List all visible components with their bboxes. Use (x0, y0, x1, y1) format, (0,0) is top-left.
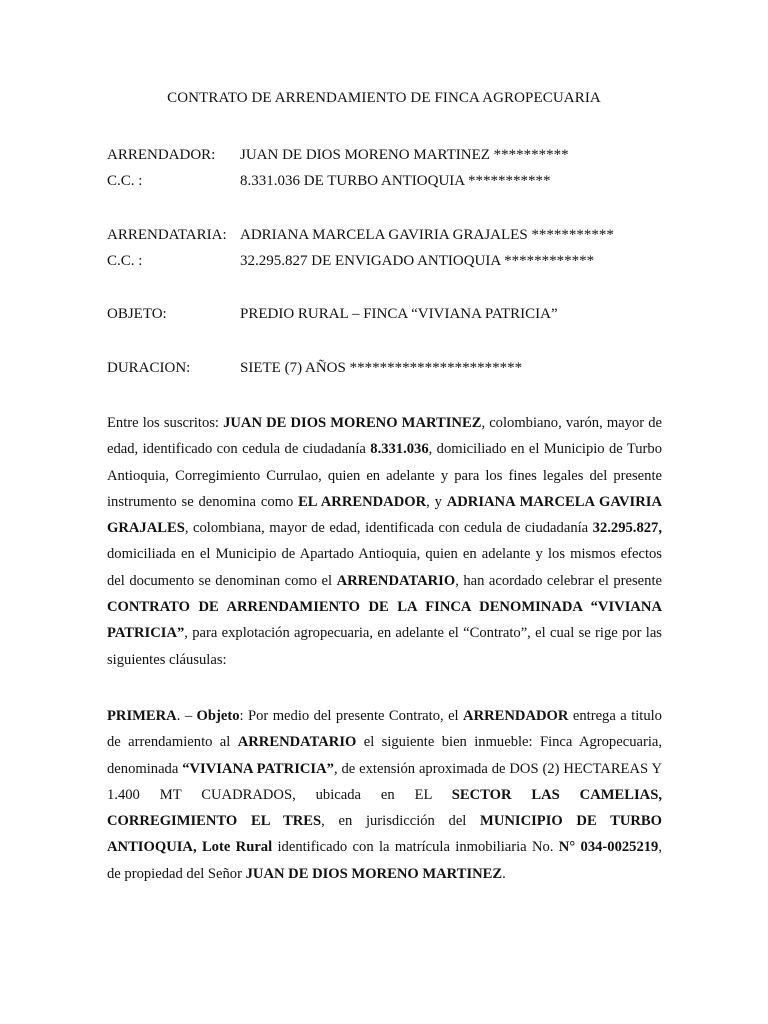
arrendataria-cc-label: C.C. : (107, 253, 143, 269)
arrendataria-cc-row (107, 248, 668, 274)
primera-text-2: : Por medio del presente Contrato, el (239, 708, 464, 724)
arrendador-row (107, 142, 668, 168)
arrendataria-name: ADRIANA MARCELA GAVIRIA GRAJALES *********** (240, 227, 614, 243)
primera-bold-finca-name: “VIVIANA PATRICIA” (182, 760, 334, 777)
primera-text-8: , de propiedad del Señor (107, 839, 663, 882)
arrendataria-block (107, 222, 668, 274)
primera-bold-sector: SECTOR LAS CAMELIAS, CORREGIMIENTO EL TRES (107, 786, 662, 830)
intro-text-4: , y (426, 493, 447, 510)
duracion-label: DURACION: (107, 360, 191, 376)
arrendataria-row (107, 222, 668, 248)
intro-bold-arrendador-cc: 8.331.036 (370, 441, 429, 458)
primera-bold-arrendatario: ARRENDATARIO (237, 734, 357, 751)
primera-text-3: entrega a titulo de arrendamiento al (107, 708, 662, 751)
objeto-block (107, 301, 668, 327)
arrendador-label: ARRENDADOR: (107, 147, 216, 163)
primera-objeto-heading: Objeto (196, 708, 240, 724)
intro-bold-arrendataria-cc: 32.295.827, (592, 520, 662, 537)
intro-text-2: , colombiano, varón, mayor de edad, identificado con cedula de ciudadanía (107, 415, 662, 458)
intro-text-8: , para explotación agropecuaria, en adelante el “Contrato”, el cual se rige por las siguientes cláusulas: (107, 625, 662, 668)
objeto-value: PREDIO RURAL – FINCA “VIVIANA PATRICIA” (240, 306, 558, 322)
arrendador-block (107, 142, 668, 194)
intro-bold-arrendatario: ARRENDATARIO (336, 572, 456, 589)
duracion-value: SIETE (7) AÑOS *********************** (240, 360, 523, 376)
primera-bold-municipio: MUNICIPIO DE TURBO ANTIOQUIA, Lote Rural (107, 813, 663, 856)
primera-text-7: identificado con la matrícula inmobiliaria No. (272, 839, 559, 856)
intro-text-5: , colombiana, mayor de edad, identificada con cedula de ciudadanía (184, 520, 593, 537)
objeto-label: OBJETO: (107, 306, 167, 322)
duracion-row (107, 355, 668, 381)
arrendataria-label: ARRENDATARIA: (107, 227, 227, 243)
intro-bold-arrendador-name: JUAN DE DIOS MORENO MARTINEZ (223, 415, 482, 431)
primera-bold-matricula: N° 034-0025219 (558, 839, 659, 856)
intro-text-1: Entre los suscritos: (107, 415, 224, 431)
objeto-row (107, 301, 668, 327)
primera-text-5: , de extensión aproximada de DOS (2) HECTAREAS Y 1.400 MT CUADRADOS, ubicada en EL (107, 760, 663, 803)
intro-bold-el-arrendador: EL ARRENDADOR (298, 493, 427, 510)
primera-bold-owner: JUAN DE DIOS MORENO MARTINEZ (245, 865, 503, 882)
arrendador-cc-label: C.C. : (107, 173, 143, 189)
primera-text-9: . (502, 865, 506, 882)
clause-primera (107, 703, 662, 887)
intro-bold-contract-name: CONTRATO DE ARRENDAMIENTO DE LA FINCA DENOMINADA “VIVIANA PATRICIA” (107, 599, 662, 642)
primera-text-1: . – (176, 708, 197, 724)
primera-bold-arrendador: ARRENDADOR (463, 708, 569, 724)
arrendador-cc-row (107, 168, 668, 194)
intro-text-6: domiciliada en el Municipio de Apartado Antioquia, quien en adelante y los mismos efectos del documento se denominan como el (107, 546, 662, 589)
primera-text-6: , en jurisdicción del (321, 813, 481, 830)
arrendador-cc-value: 8.331.036 DE TURBO ANTIOQUIA *********** (240, 173, 551, 189)
primera-heading: PRIMERA (107, 708, 177, 724)
arrendador-name: JUAN DE DIOS MORENO MARTINEZ ********** (240, 147, 569, 163)
intro-text-3: , domiciliado en el Municipio de Turbo Antioquia, Corregimiento Currulao, quien en adelante y para los fines legales del presente instrumento se denomina como (107, 441, 663, 510)
intro-paragraph (107, 410, 662, 673)
primera-text-4: el siguiente bien inmueble: Finca Agropecuaria, denominada (107, 734, 663, 777)
document-title: CONTRATO DE ARRENDAMIENTO DE FINCA AGROPECUARIA (167, 90, 601, 106)
intro-bold-arrendataria-name: ADRIANA MARCELA GAVIRIA GRAJALES (107, 493, 662, 537)
duracion-block (107, 355, 668, 381)
arrendataria-cc-value: 32.295.827 DE ENVIGADO ANTIOQUIA ************ (240, 253, 595, 269)
intro-text-7: , han acordado celebrar el presente (455, 572, 662, 589)
